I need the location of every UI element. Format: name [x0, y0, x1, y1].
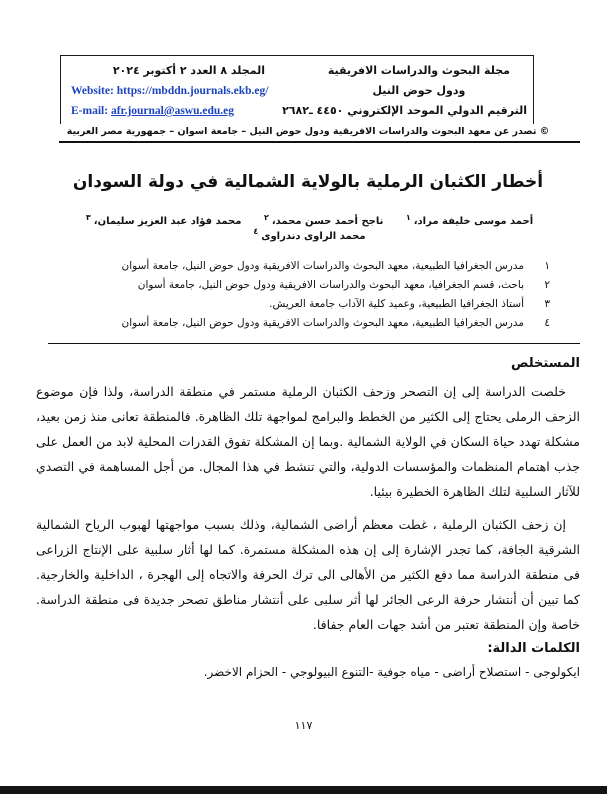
affiliation-item-1	[36, 257, 550, 276]
page-content	[0, 55, 607, 684]
journal-issn-line: الترقيم الدولي الموحد الإلكتروني ٤٤٥٠ ـ٢٦٨٢	[282, 104, 527, 117]
article-title: أخطار الكثبان الرملية بالولاية الشمالية في دولة السودان	[72, 172, 544, 192]
abstract-heading: المستخلص	[511, 355, 580, 371]
author-4-affiliation-number: ٤	[253, 227, 259, 237]
journal-header-right-column	[282, 61, 527, 121]
website-line	[67, 81, 311, 101]
email-link[interactable]: afr.journal@aswu.edu.eg	[110, 105, 234, 117]
affiliation-item-4	[36, 314, 550, 333]
website-label: Website:	[71, 85, 114, 97]
affiliation-item-2	[36, 276, 550, 295]
affiliation-3-text: أستاذ الجغرافيا الطبيعية، وعميد كلية الآداب جامعة العريش.	[269, 297, 524, 310]
affiliation-1-text: مدرس الجغرافيا الطبيعية، معهد البحوث والدراسات الافريقية ودول حوض النيل، جامعة أسوان	[121, 259, 524, 272]
publisher-copyright-line: © تصدر عن معهد البحوث والدراسات الافريقية ودول حوض النيل – جامعة اسوان – جمهورية مصر العربية	[66, 126, 550, 137]
author-4	[250, 227, 366, 242]
author-4-name: محمد الراوى دندراوى	[261, 230, 366, 242]
author-2-affiliation-number: ٢	[263, 213, 269, 222]
affiliation-2-text: باحث، قسم الجغرافيا، معهد البحوث والدراسات الافريقية ودول حوض النيل، جامعة أسوان	[137, 278, 524, 291]
author-1	[403, 213, 534, 228]
authors-line	[36, 213, 580, 242]
affiliation-item-3	[36, 295, 550, 314]
author-1-affiliation-number: ١	[405, 213, 411, 222]
website-url-link[interactable]: https://mbddn.journals.ekb.eg/	[116, 85, 269, 97]
author-2-name: ناجح أحمد حسن محمد،	[271, 216, 384, 228]
email-line	[67, 101, 311, 121]
author-3	[83, 213, 242, 228]
affiliations-list	[36, 257, 550, 333]
journal-name-line1: مجلة البحوث والدراسات الافريقية	[327, 64, 510, 77]
scan-edge-strip	[0, 786, 607, 794]
abstract-divider-rule	[48, 343, 580, 344]
abstract-paragraph-2: إن زحف الكثبان الرملية ، غطت معظم أراضى الشمالية، وذلك بسبب مواجهتها لهبوب الرياح الشمالية الشرقية الجافة، كما تجدر الإشارة إلى إن هذه المشكلة مستمرة. كما لها أثار سلبية على الإنتاج الزراعى فى منطقة الدراسة مما دفع الكثير من الأهالى الى ترك الحرفة والاتجاه إلى الهجرة ، الداخلية والخارجية. كما تبين أن أنتشار حرفة الرعى الجائر لها أثر سلبى على أنتشار مناطق تصحر جديدة فى منطقة الدراسة. خاصة وإن المنطقة تعتبر من أشد جهات العام جفافا.	[36, 516, 580, 632]
affiliation-4-text: مدرس الجغرافيا الطبيعية، معهد البحوث والدراسات الافريقية ودول حوض النيل، جامعة أسوان	[121, 316, 524, 329]
volume-issue-line: المجلد ٨ العدد ٢ أكتوبر ٢٠٢٤	[112, 64, 265, 77]
affiliation-2-number: ٢	[544, 278, 550, 291]
author-3-name: محمد فؤاد عبد العزيز سليمان،	[93, 216, 242, 228]
keywords-text: ايكولوجى - استصلاح أراضى - مياه جوفية -التنوع البيولوجي - الحزام الاخضر.	[203, 664, 580, 679]
page-number: ١١٧	[294, 719, 313, 732]
journal-name-line2: ودول حوض النيل	[372, 84, 466, 97]
journal-header-box	[60, 55, 534, 124]
header-bottom-rule	[59, 141, 580, 143]
affiliation-1-number: ١	[544, 259, 550, 272]
affiliation-4-number: ٤	[544, 316, 550, 329]
journal-header-left-column	[67, 61, 311, 121]
email-label: E-mail:	[71, 105, 109, 117]
author-1-name: أحمد موسى خليفة مراد،	[413, 216, 534, 228]
keywords-heading: الكلمات الدالة:	[487, 640, 580, 656]
author-3-affiliation-number: ٣	[85, 213, 91, 222]
author-2	[261, 213, 384, 228]
affiliation-3-number: ٣	[544, 297, 550, 310]
abstract-paragraph-1: خلصت الدراسة إلى إن التصحر وزحف الكثبان الرملية مستمر في منطقة الدراسة، ولذا فإن موضوع الزحف الرملى يحتاج إلى الكثير من الخطط والبرامج لمواجهة تلك الظاهرة. فالمنطقة تعانى منذ زمن بعيد، مشكلة تهدد حياة السكان في الولاية الشمالية .وبما إن المشكلة تفوق القدرات المحلية لابد من العمل على جذب اهتمام المنظمات والمؤسسات الدولية، والتي تنشط في هذا المجال. من أجل المساهمة في التصدي للآثار السلبية لتلك الظاهرة الخطيرة بيئيا.	[36, 383, 580, 499]
